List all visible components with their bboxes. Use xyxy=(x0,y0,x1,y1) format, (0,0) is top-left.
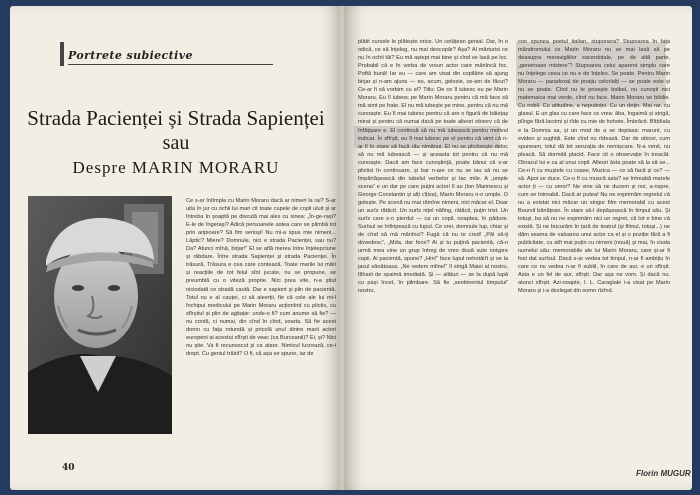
right-article-column-1 xyxy=(358,38,508,296)
right-article-text-1: plătit cursele le plătește orice. Un cetățean genial. Dar, în o odică, ce să înțeleg, nu mai descopăr? Așa? Al mărturisi ce nu în ochii tăi? Eu mă aștept mai bine și cînd se lasă pe loc. Probabil că e în vorba de vreun actor care mănîncă foc. Poftă bună! Iar eu — care am visat din copilărie să ajung birjar și n-am ajuns — eu, acum, gelozie, ce-am de făcut? Ce-ar fi să vorbim cu el? Titlu: De ce îl iubesc eu pe Marin Moraru. Eu îl iubesc pe Marin Moraru pentru că mă face să mă simt pe frate. El nu mă iubește pe mine, pentru că nu mă cunoaște. Eu îl mai iubesc pentru că are o figură de băiețaș mirat și pentru că numai dacă pe toate alteori observ că de înfățișare e. El continuă să nu mă iubească pentru motivul indicat. În sfîrșit, eu îl mai iubesc pe el pentru că simt că n-ar fi în stare să facă rău nimănui. El nu se plictisește deloc să nu mă iubească — și aceasta tot pentru că nu mă cunoaște. Dacă am face cunoștință, poate bănui că s-ar plictisi în continuare, și bar n-are ce nu se iau să nu se împărtășească din tabelul verbelor și tac mile. A „umple scena” e un dar pe care puțini actori îl au (Ion Marinescu și George Constantin și alți cîțiva), Marin Moraru n-o umple. O golește. Pe scenă nu mai rămîne nimeni, nici măcar el. Doar un surîs rătăcit. Un surîs nițel nătîng, rătăcit, puțin trist. Un surîs care s-o pierdut — ca un copil, noaptea, în pădure. Surîsul se înfiripează cu lupul. Ce vrei, domnule lup, chiar și de cînd să mă mănînci? Fugă că nu te cred! „Păi să-ți dovedesc”, „Mda, dar fece? Ai și tu puțină pacientă, că-n urmă mea vine un grup întreg de vreo două sute noișpre copii. Ai pacientă, spune? „Hm!” face lupul nehotărît și se la jacul sănătoasa. „Ne vedem mîine!” îl strigă Maiei al nostru, tîlharii de spaimă imediată. Și — alături — se la după lupă cu pași încet, în pilmbare. Să fie „sentimentul timpului” nostru, xyxy=(358,39,508,295)
right-article-column-2 xyxy=(518,38,670,296)
section-label-bar xyxy=(60,42,64,66)
right-page xyxy=(344,6,692,490)
left-page xyxy=(10,6,342,490)
left-article-column xyxy=(186,197,336,358)
portrait-photo-graphic xyxy=(28,196,172,434)
right-article-text-2: con spunea poetul italian, stuponera? Stupoarea în fața mândromului ce Marin Moraru nu se mai lasă să pe deasupra meravigliilor sacerdotale, pe de altă parte, „generoase mistere”? Stupoarea celui aparent simplu care nu înțelege ceea ce nu e de înțeles. Se poate. Pentru Marin Moraru — paradoxal de poațiu celorlalți — se poate este și nu se poate. Cînd nu te privește bolbel, nu cunoști nici matemaica mai verde, cînd nu face. Marin Moraru se bibilie. Cu nobil. Cu atitudine, a neputinței. Cu un dețin. Mai rar, cu glasul. E un glas cu care face ce vrea: ăba, îngaimă și strigă, plînge fără lacrimi și rîde cu mie de hohote. Îmbrăcit. Bîtbîiala e la Domnia sa, și un mod de a se deplasa: marunt, cu eviden și sughiții. Este cînd nu rîdează. Dar de obicei, cum spuneam, totul dă tot senzația de nemișcare. N-a venit, nu pleacă. Să dormită placid. Face cit o observație în treacăt. Obrazul lui e ca al unui copil. Alteori ăsta poate să la să se... Ce-n fi cu muștele cu coase, Muzica — ce să facă și ce? — să. Apoi se duce. Ce-o fi cu muscă asta? se întreabă marele actor ți — cu umor? Ne vine să ne ducem și noi, a-nspre, cum se întreabă. Dacă ar putea! Nu ne exprimăm regretul că nu a existat nici măcar un singur film memorabil cu acest Bourvil bănățean. În stare să-l depășească în timpul său. Și totuși, ba să nu ne exprimăm nici un regret, că tot e bine că există. Și ne bucurăm în țară de teatrul (și filmul, totuși...) ne dăm seama de valoarea unui actor ca el și o poziție fără a fi publicitate, cu atît mai puțin cu nimeni (nouă) și mai, în ciuda numelui său: memorabile ale lui Marin Moraru, care și-ar fi fost dat surîsul. Dacă s-ar vedea tot timpul, n-ar fi ambițiu în care ce nu vedea n-ar fi subtil, în care de aur, e un sfîrșit. Asta e un fel de aur, sfîrșit. Dar așa ne vom. Și dacă nu, atunci sfîrșit. Azi-noapte, I. L. Caragiale i-a visat pe Marin Moraru și i-a dezlegat din somn rîzînd. xyxy=(518,39,670,295)
section-label-rule xyxy=(68,64,273,65)
page-number: 40 xyxy=(62,463,75,473)
article-title: Strada Pacienței și Strada Sapienței xyxy=(27,106,325,130)
article-title-conjunction: sau xyxy=(162,132,190,154)
article-subtitle: Despre MARIN MORARU xyxy=(72,158,280,177)
section-label: Portrete subiective xyxy=(68,49,193,62)
left-article-text: Ce s-ar întîmpla cu Marin Moraru dacă ar nimeri la rai? S-ar uita în jur cu ochii lui mari cit toate cupele de copil uluit și ar întreba în șoaptă pe discută mai ales cu sinea: „În-ge-rași? E-le de îngerași? Adică persoanele astea care se plimbă tot prin aripioare? Să fim serioși! Nu mi-a spus mie nimeni... Lăptic? Miere? Domnule, nici e strada Pacienței, sau nu? Da? Atunci mînă, birjar!” El se află mereu între înțelepciune și răbdare. Între strada Sapienței și strada Pacienței. În trăsură. Trăsura e cea care contează. Toate marile lui mări și reacțiile de tot felul sînt jucate, nu se propune, se preumblă cu o viteză proprie. Nici prea vite, n-a știut niciodată ce stradă caută. Dar e sapiont și plin de pacientă. Totul nu e al cauței, ci să aleerții, fie că cele ale lui mi-l închipui medicului pe Marin Moraru acționînd cu plictis, cu sfîrșitul și plin de agitație: unde-o fi? cum anume să fie? — nu contă, ci numai, din cînd în cînd, soarta. Să fie acest domn cu fața rotundă și pricolă unul dintre marii actori europeni ai acestui sfîrșit de veac (ca Burceanii)? Ei, și? Nici nu știe. Va fi recunoscut și ca atare. Nimicul lucrează, ce-i drept. Cu geniul trăirii? O fi, că așa se spune, iar de xyxy=(186,198,336,357)
author-signature: Florin MUGUR xyxy=(636,469,691,478)
portrait-photo xyxy=(28,196,172,434)
